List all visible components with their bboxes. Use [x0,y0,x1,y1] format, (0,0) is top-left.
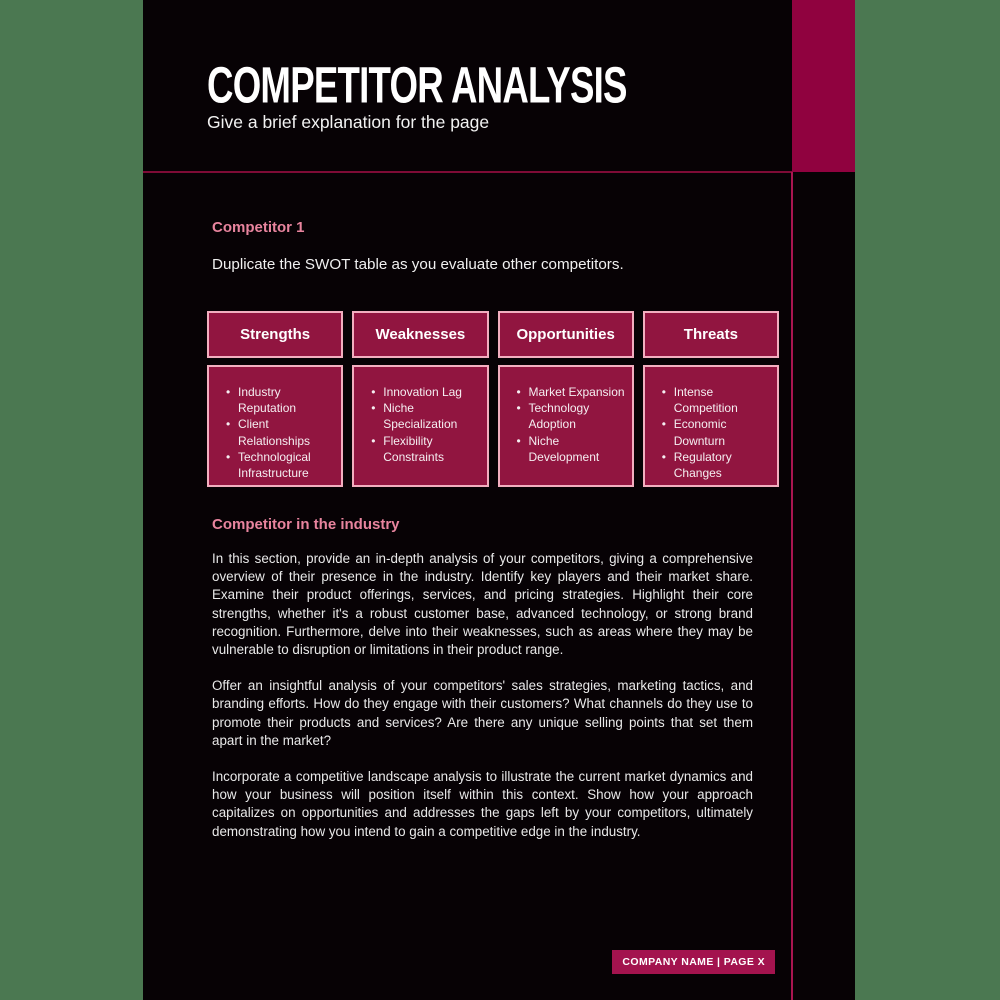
industry-paragraph-1: In this section, provide an in-depth analysis of your competitors, giving a comprehensive overview of their presence in the industry. Identify key players and their market share. Examine their product offerings, services, and pricing strategies. Highlight their core strengths, whether it's a robust customer base, advanced technology, or strong brand recognition. Furthermore, delve into their weaknesses, such as areas where they may be vulnerable to disruption or limitations in their product range. [212,551,753,658]
accent-bar-top-right [792,0,855,172]
list-item: • Innovation Lag [370,384,480,400]
accent-vertical-line [791,172,793,1000]
list-item: • Niche Development [516,433,626,465]
page-title-text: COMPETITOR ANALYSIS [207,55,627,114]
industry-body-text [212,550,753,859]
list-item: • Industry Reputation [225,384,335,416]
swot-header-strengths: Strengths [207,311,343,358]
swot-cell-weaknesses [352,365,488,487]
industry-heading: Competitor in the industry [212,516,400,533]
swot-header-opportunities: Opportunities [498,311,634,358]
list-item: • Market Expansion [516,384,626,400]
competitor-instruction: Duplicate the SWOT table as you evaluate other competitors. [212,256,624,273]
page-title [207,55,745,114]
list-item: • Technological Infrastructure [225,449,335,481]
list-item: • Flexibility Constraints [370,433,480,465]
footer-badge [612,950,775,974]
strengths-list [225,384,335,481]
page-subtitle: Give a brief explanation for the page [207,112,490,132]
list-item: • Niche Specialization [370,400,480,432]
list-item: • Technology Adoption [516,400,626,432]
accent-horizontal-divider [143,171,792,173]
threats-list [661,384,771,481]
list-item: • Economic Downturn [661,416,771,448]
list-item: • Intense Competition [661,384,771,416]
swot-header-threats: Threats [643,311,779,358]
swot-cell-threats [643,365,779,487]
swot-header-weaknesses: Weaknesses [352,311,488,358]
swot-cell-strengths [207,365,343,487]
footer-badge-label: COMPANY NAME | PAGE X [622,956,765,968]
industry-paragraph-2: Offer an insightful analysis of your competitors' sales strategies, marketing tactics, and branding efforts. How do they engage with their customers? What channels do they use to promote their products and services? Are there any unique selling points that set them apart in the market? [212,678,753,748]
list-item: • Regulatory Changes [661,449,771,481]
industry-paragraph-3: Incorporate a competitive landscape analysis to illustrate the current market dynamics and how your business will position itself within this context. Show how your approach capitalizes on opportunities and addresses the gaps left by your competitors, ultimately demonstrating how you intend to gain a competitive edge in the industry. [212,769,753,839]
competitor-heading: Competitor 1 [212,219,305,236]
swot-cell-opportunities [498,365,634,487]
swot-table [207,311,779,487]
list-item: • Client Relationships [225,416,335,448]
weaknesses-list [370,384,480,465]
opportunities-list [516,384,626,465]
